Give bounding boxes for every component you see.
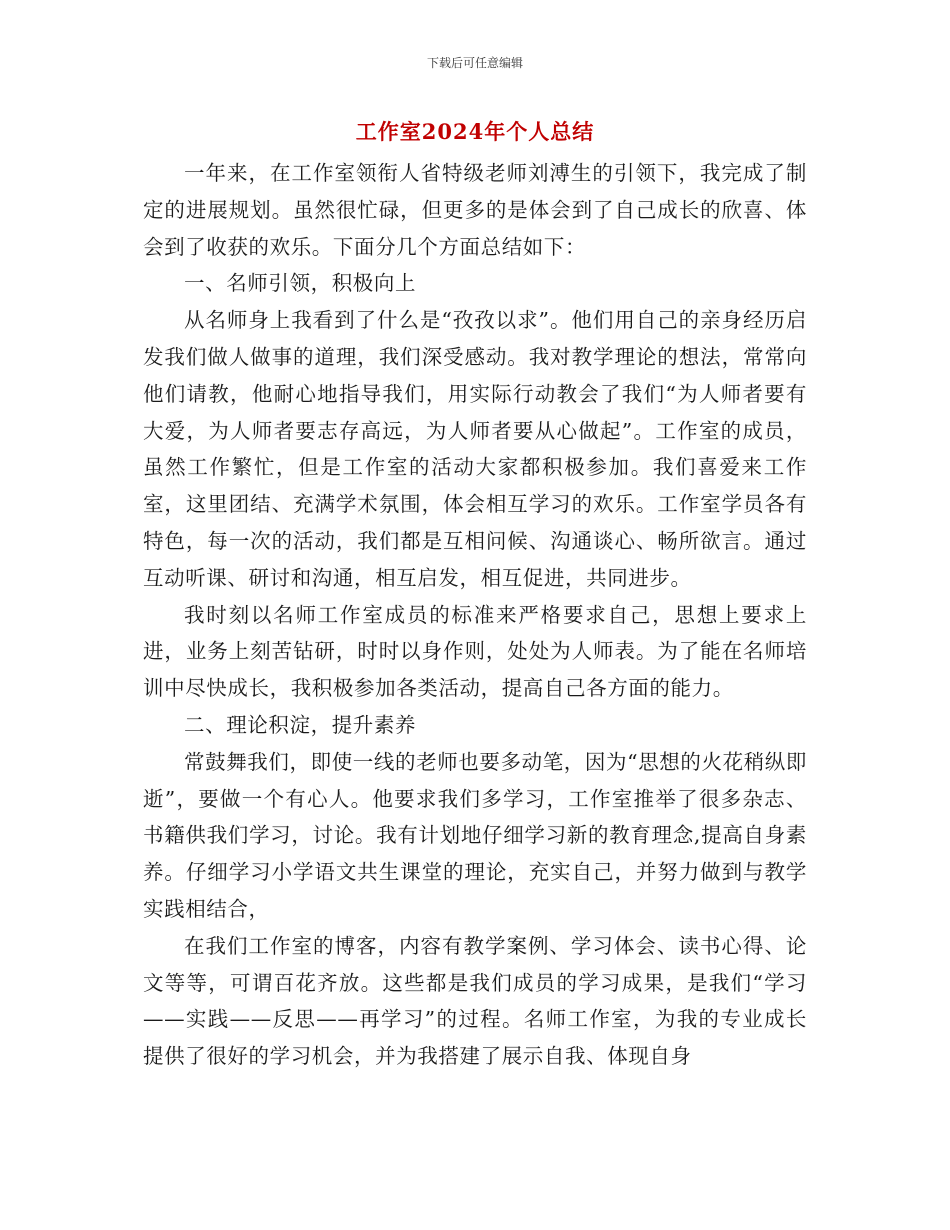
document-body — [143, 155, 807, 1075]
section-heading-2: 二、理论积淀，提升素养 — [184, 712, 417, 737]
paragraph-mentor: 从名师身上我看到了什么是“孜孜以求”。他们用自己的亲身经历启发我们做人做事的道理，我们深受感动。我对教学理论的想法，常常向他们请教，他耐心地指导我们，用实际行动教会了我们“为人师者要有大爱，为人师者要志存高远，为人师者要从心做起”。工作室的成员，虽然工作繁忙，但是工作室的活动大家都积极参加。我们喜爱来工作室，这里团结、充满学术氛围，体会相互学习的欢乐。工作室学员各有特色，每一次的活动，我们都是互相问候、沟通谈心、畅所欲言。通过互动听课、研讨和沟通，相互启发，相互促进，共同进步。 — [143, 308, 807, 590]
header-note: 下载后可任意编辑 — [426, 56, 523, 70]
paragraph-blog: 在我们工作室的博客，内容有教学案例、学习体会、读书心得、论文等等，可谓百花齐放。这些都是我们成员的学习成果，是我们“学习——实践——反思——再学习”的过程。名师工作室，为我的专业成长提供了很好的学习机会，并为我搭建了展示自我、体现自身 — [143, 933, 807, 1069]
paragraph-intro: 一年来，在工作室领衔人省特级老师刘溥生的引领下，我完成了制定的进展规划。虽然很忙碌，但更多的是体会到了自己成长的欣喜、体会到了收获的欢乐。下面分几个方面总结如下： — [143, 161, 807, 259]
document-title: 工作室2024年个人总结 — [355, 119, 595, 144]
paragraph-theory: 常鼓舞我们，即使一线的老师也要多动笔，因为“思想的火花稍纵即逝”，要做一个有心人。他要求我们多学习，工作室推举了很多杂志、书籍供我们学习，讨论。我有计划地仔细学习新的教育理念,提高自身素养。仔细学习小学语文共生课堂的理论，充实自己，并努力做到与教学实践相结合， — [143, 749, 807, 921]
section-heading-1: 一、名师引领，积极向上 — [184, 271, 417, 296]
paragraph-self-discipline: 我时刻以名师工作室成员的标准来严格要求自己，思想上要求上进，业务上刻苦钻研，时时以身作则，处处为人师表。为了能在名师培训中尽快成长，我积极参加各类活动，提高自己各方面的能力。 — [143, 602, 807, 701]
